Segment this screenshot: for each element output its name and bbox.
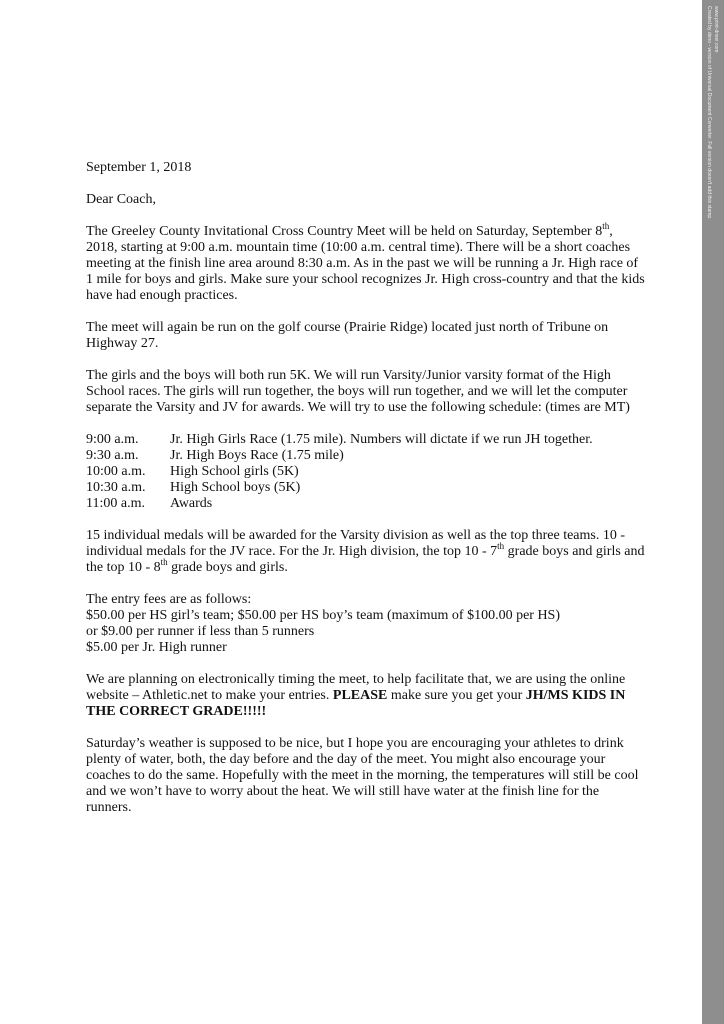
- paragraph-text: make sure you get your: [387, 688, 526, 703]
- paragraph-medals: [86, 528, 646, 576]
- letter-body: [86, 160, 646, 816]
- fees-line: or $9.00 per runner if less than 5 runners: [86, 624, 315, 639]
- fees-line: $5.00 per Jr. High runner: [86, 640, 227, 655]
- schedule-time: 9:00 a.m.: [86, 432, 139, 447]
- superscript: th: [497, 541, 505, 551]
- letter-date: September 1, 2018: [86, 160, 192, 175]
- paragraph-text: 15 individual medals will be awarded for the Varsity division as well as the top three teams. 10 - individual medals for the JV race. For the Jr. High division, the top 10 - 7: [86, 528, 626, 559]
- schedule-time: 10:00 a.m.: [86, 464, 146, 479]
- schedule-event: High School boys (5K): [170, 480, 301, 495]
- emphasis-text: JH/MS KIDS IN THE CORRECT GRADE!!!!!: [86, 688, 626, 719]
- superscript: th: [160, 557, 168, 567]
- schedule-time: 11:00 a.m.: [86, 496, 145, 511]
- schedule-list: [86, 432, 646, 512]
- schedule-time: 10:30 a.m.: [86, 480, 146, 495]
- superscript: th: [602, 221, 610, 231]
- schedule-event: Jr. High Boys Race (1.75 mile): [170, 448, 344, 463]
- stamp-line: www.print-driver.com: [713, 6, 719, 53]
- schedule-event: Awards: [170, 496, 213, 511]
- fees-intro: The entry fees are as follows:: [86, 592, 252, 607]
- schedule-event: High School girls (5K): [170, 464, 299, 479]
- converter-stamp: [706, 6, 720, 220]
- paragraph-text: , 2018, starting at 9:00 a.m. mountain time (10:00 a.m. central time). There will be a short coaches meeting at the finish line area around 8:30 a.m. As in the past we will be running a Jr. High race of 1 mile for boys and girls. Make sure your school recognizes Jr. High cross-country and that the kids have had enough practices.: [86, 224, 645, 303]
- paragraph-meet-info: [86, 221, 646, 304]
- paragraph-weather: Saturday’s weather is supposed to be nice, but I hope you are encouraging your athletes to drink plenty of water, both, the day before and the day of the meet. You might also encourage your coaches to do the same. Hopefully with the meet in the morning, the temperatures will still be cool and we won’t have to worry about the heat. We will still have water at the finish line for the runners.: [86, 736, 639, 815]
- paragraph-text: The Greeley County Invitational Cross Country Meet will be held on Saturday, September 8: [86, 224, 603, 239]
- paragraph-text: grade boys and girls and the top 10 - 8: [86, 544, 645, 575]
- paragraph-text: We are planning on electronically timing the meet, to help facilitate that, we are using the online website – Athletic.net to make your entries.: [86, 672, 626, 703]
- letter-greeting: Dear Coach,: [86, 192, 156, 207]
- paragraph-text: grade boys and girls.: [167, 560, 288, 575]
- schedule-time: 9:30 a.m.: [86, 448, 139, 463]
- paragraph-location: The meet will again be run on the golf course (Prairie Ridge) located just north of Tribune on Highway 27.: [86, 320, 609, 351]
- paragraph-entries: [86, 672, 646, 720]
- schedule-event: Jr. High Girls Race (1.75 mile). Numbers will dictate if we run JH together.: [170, 432, 593, 447]
- paragraph-format: The girls and the boys will both run 5K. We will run Varsity/Junior varsity format of the High School races. The girls will run together, the boys will run together, and we will let the computer separate the Varsity and JV for awards. We will try to use the following schedule: (times are MT): [86, 368, 630, 415]
- stamp-line: Created by deno - version of Universal Document Converter. Full version doesn't add this stamp.: [706, 6, 712, 220]
- fees-line: $50.00 per HS girl’s team; $50.00 per HS boy’s team (maximum of $100.00 per HS): [86, 608, 560, 623]
- emphasis-text: PLEASE: [332, 688, 388, 703]
- converter-stamp-bar: [702, 0, 724, 1024]
